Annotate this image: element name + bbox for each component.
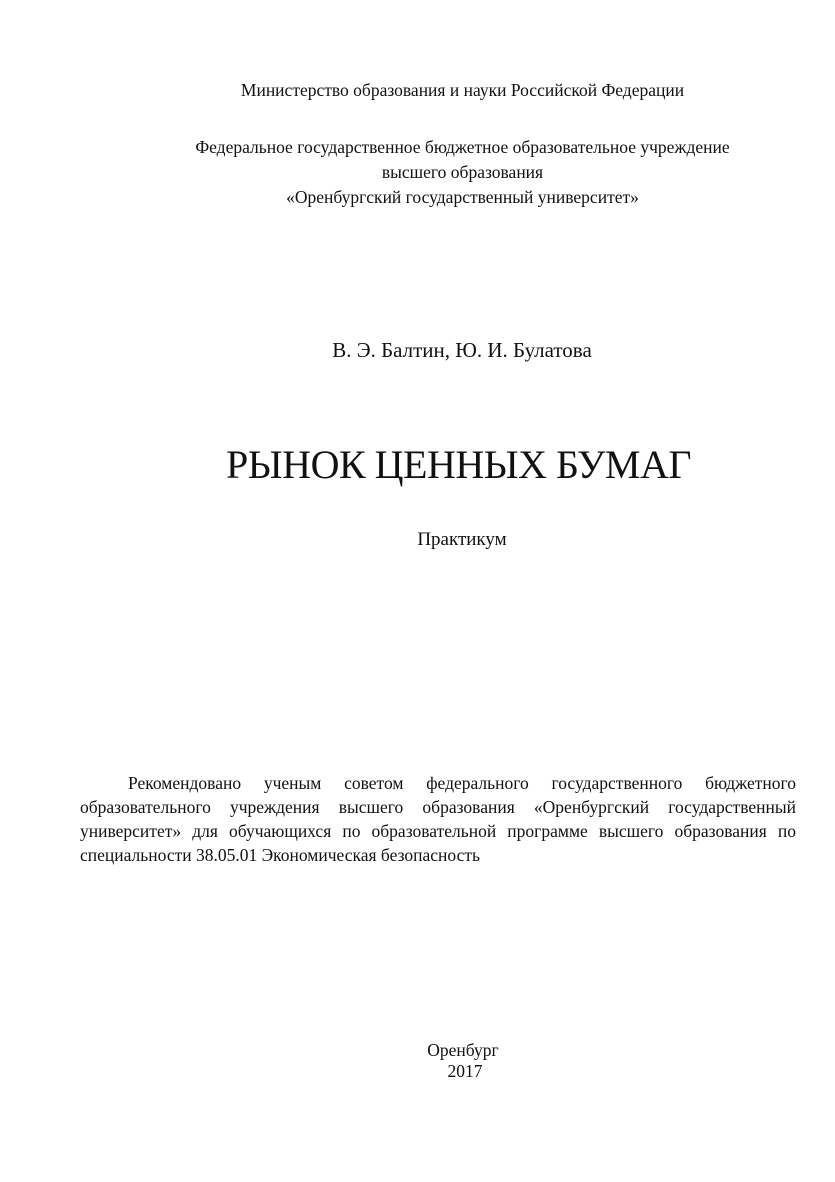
document-subtitle: Практикум bbox=[417, 529, 507, 550]
institution-line-2: высшего образования bbox=[381, 162, 544, 182]
publication-city: Оренбург bbox=[427, 1040, 499, 1060]
ministry-heading: Министерство образования и науки Российской Федерации bbox=[240, 80, 685, 100]
recommendation-paragraph: Рекомендовано ученым советом федерального государственного бюджетного образовательного учреждения высшего образования «Оренбургский государственный университет» для обучающихся по образовательной программе высшего образования по специальности 38.05.01 Экономическая безопасность bbox=[80, 772, 796, 865]
document-title: РЫНОК ЦЕННЫХ БУМАГ bbox=[226, 442, 691, 487]
institution-line-1: Федеральное государственное бюджетное образовательное учреждение bbox=[195, 137, 730, 157]
institution-line-3: «Оренбургский государственный университет» bbox=[286, 187, 639, 207]
institution-heading bbox=[0, 135, 835, 210]
authors: В. Э. Балтин, Ю. И. Булатова bbox=[332, 338, 592, 362]
publication-year: 2017 bbox=[447, 1061, 483, 1081]
